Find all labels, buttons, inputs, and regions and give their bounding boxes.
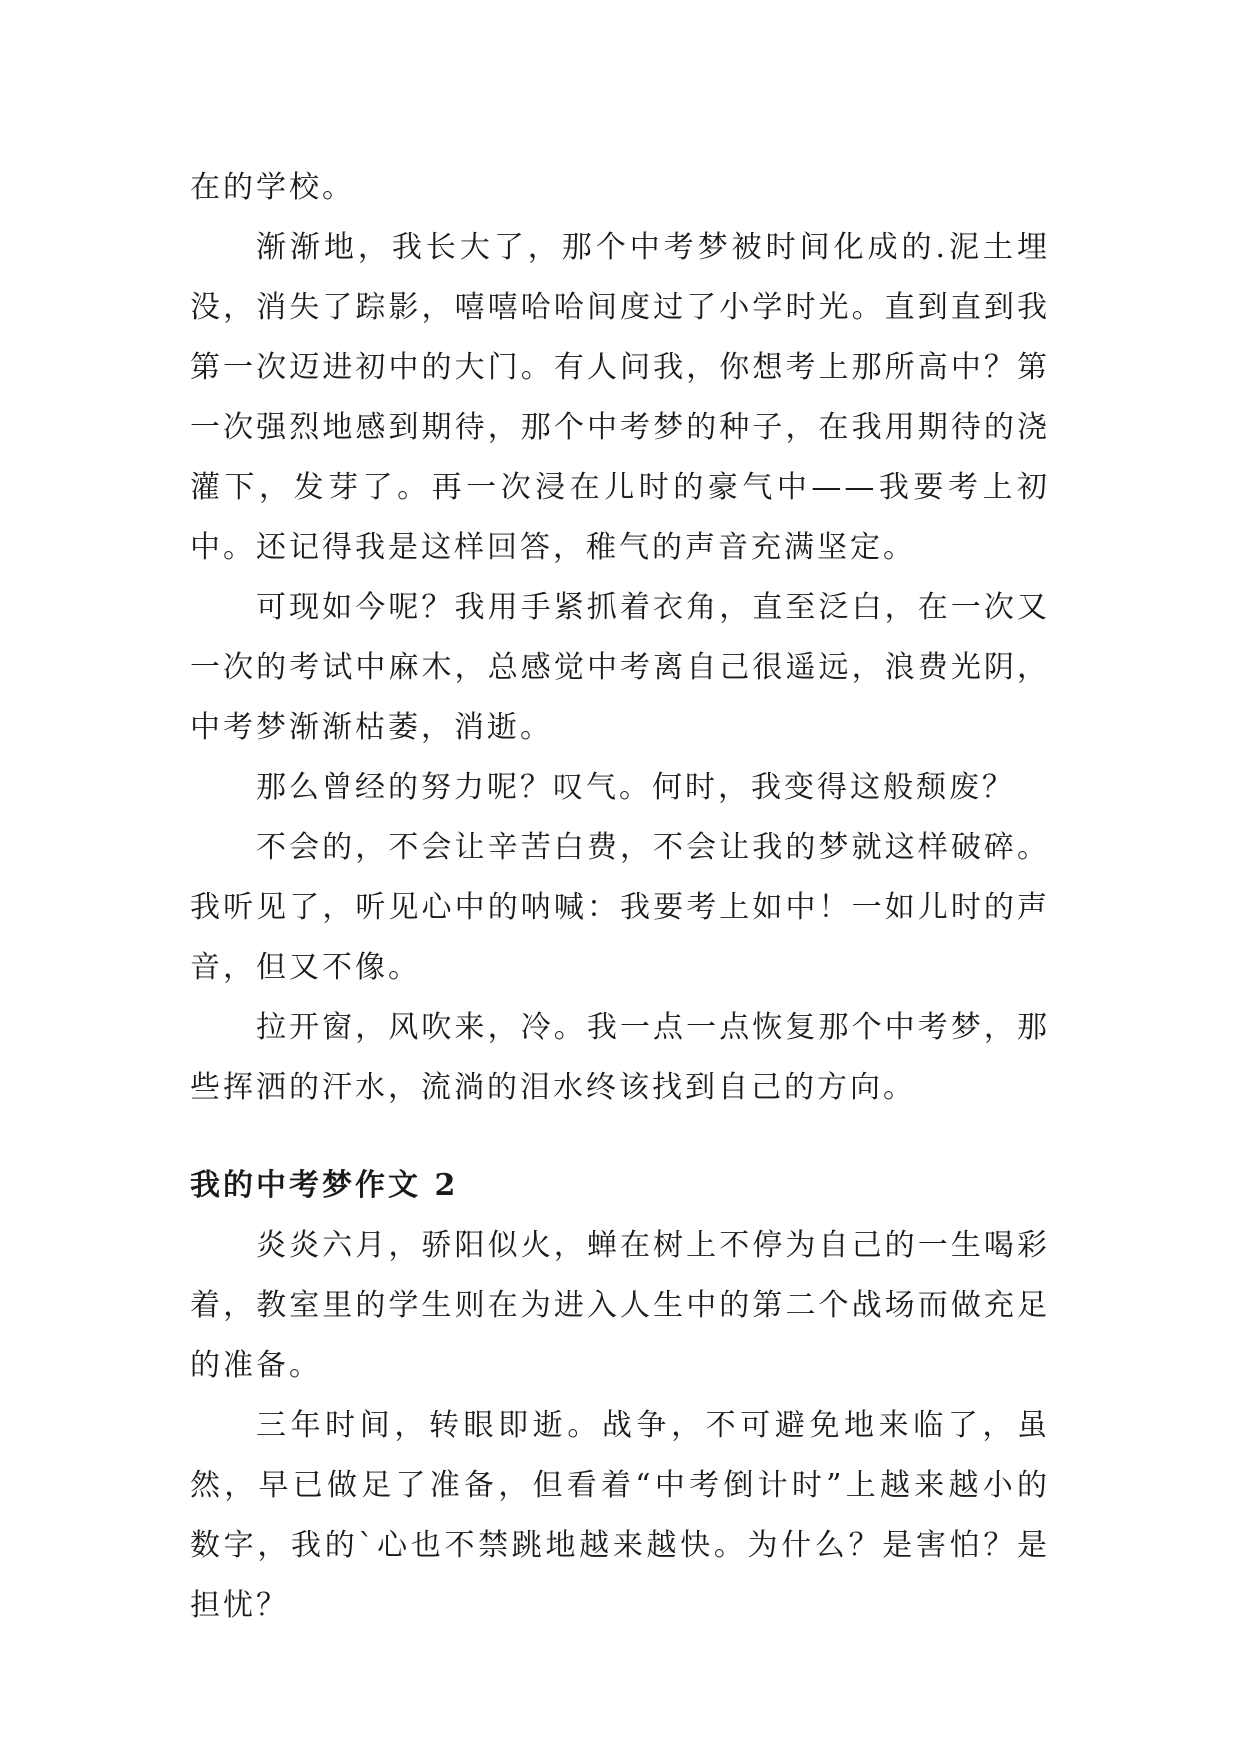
paragraph: 那么曾经的努力呢？叹气。何时，我变得这般颓废？ [256,770,1015,805]
document-body [190,158,1050,1636]
paragraph: 三年时间，转眼即逝。战争，不可避免地来临了，虽然，早已做足了准备，但看着“中考倒计时”上越来越小的数字，我的`心也不禁跳地越来越快。为什么？是害怕？是担忧？ [190,1408,1050,1623]
section-title: 我的中考梦作文 2 [190,1168,459,1203]
paragraph: 炎炎六月，骄阳似火，蝉在树上不停为自己的一生喝彩着，教室里的学生则在为进入人生中的第二个战场而做充足的准备。 [190,1228,1050,1383]
paragraph: 可现如今呢？我用手紧抓着衣角，直至泛白，在一次又一次的考试中麻木，总感觉中考离自己很遥远，浪费光阴，中考梦渐渐枯萎，消逝。 [190,590,1050,745]
paragraph: 渐渐地，我长大了，那个中考梦被时间化成的.泥土埋没，消失了踪影，嘻嘻哈哈间度过了小学时光。直到直到我第一次迈进初中的大门。有人问我，你想考上那所高中？第一次强烈地感到期待，那个中考梦的种子，在我用期待的浇灌下，发芽了。再一次浸在儿时的豪气中——我要考上初中。还记得我是这样回答，稚气的声音充满坚定。 [190,230,1050,565]
paragraph: 拉开窗，风吹来，冷。我一点一点恢复那个中考梦，那些挥洒的汗水，流淌的泪水终该找到自己的方向。 [190,1010,1050,1105]
paragraph-continuation: 在的学校。 [190,170,355,205]
paragraph: 不会的，不会让辛苦白费，不会让我的梦就这样破碎。我听见了，听见心中的呐喊：我要考上如中！一如儿时的声音，但又不像。 [190,830,1050,985]
